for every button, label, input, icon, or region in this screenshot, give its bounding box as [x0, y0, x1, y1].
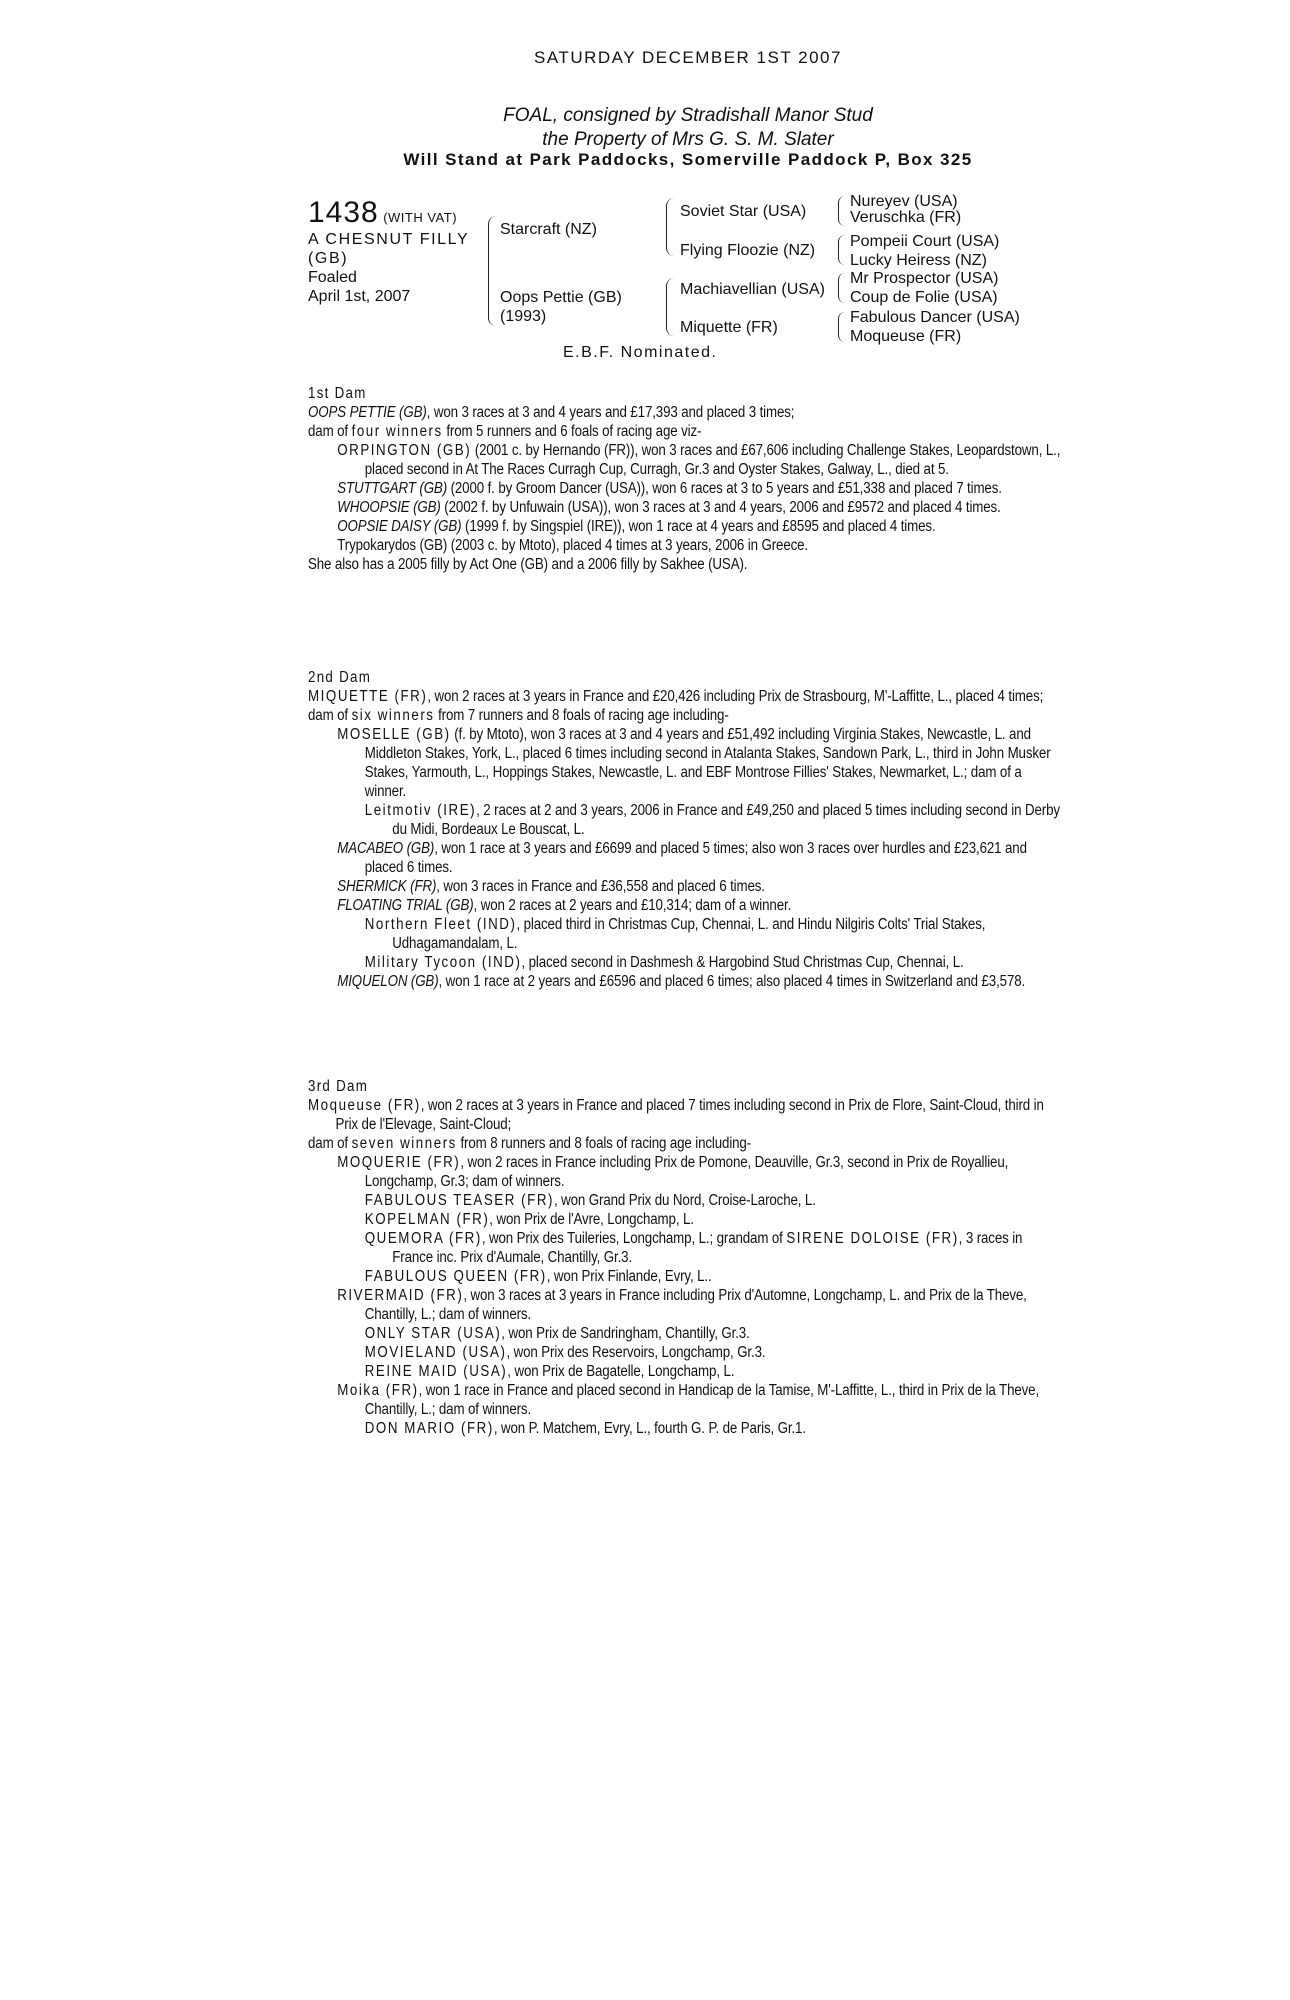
third-dam-section: [308, 1077, 1065, 1438]
brace-gen2-bottom: [666, 278, 674, 336]
third-dam-heading: 3rd Dam: [308, 1078, 369, 1095]
pedigree-ddd: Moqueuse (FR): [850, 328, 962, 345]
consignor-line: FOAL, consigned by Stradishall Manor Stud: [503, 105, 873, 126]
progeny-subitem: QUEMORA (FR), won Prix des Tuileries, Longchamp, L.; grandam of SIRENE DOLOISE (FR), 3 races in France inc. Prix d'Aumale, Chantilly, Gr.3.: [364, 1230, 1023, 1266]
sale-date: SATURDAY DECEMBER 1ST 2007: [534, 48, 842, 67]
brace-gen3-4: [838, 312, 845, 342]
third-dam-record: Moqueuse (FR), won 2 races at 3 years in France and placed 7 times including second in Prix de Flore, Saint-Cloud, third in Prix de l'Elevage, Saint-Cloud;: [308, 1097, 1044, 1133]
second-dam-heading: 2nd Dam: [308, 669, 372, 686]
second-dam-record: MIQUETTE (FR), won 2 races at 3 years in France and £20,426 including Prix de Strasbourg, M'-Laffitte, L., placed 4 times;: [308, 688, 1044, 705]
brace-gen3-1: [838, 196, 845, 226]
progeny-item: Moika (FR), won 1 race in France and placed second in Handicap de la Tamise, M'-Laffitte, L., third in Prix de la Theve, Chantilly, L.; dam of winners.: [337, 1382, 1040, 1418]
progeny-item: MOQUERIE (FR), won 2 races in France including Prix de Pomone, Deauville, Gr.3, second in Prix de Royallieu, Longchamp, Gr.3; dam of winners.: [337, 1154, 1009, 1190]
horse-country: (GB): [308, 250, 349, 267]
progeny-item: STUTTGART (GB) (2000 f. by Groom Dancer (USA)), won 6 races at 3 to 5 years and £51,338 and placed 7 times.: [337, 480, 1002, 497]
pedigree-ssd: Veruschka (FR): [850, 209, 962, 226]
second-dam-section: [308, 668, 1065, 991]
progeny-subitem: REINE MAID (USA), won Prix de Bagatelle, Longchamp, L.: [364, 1363, 735, 1380]
horse-sex-colour: A CHESNUT FILLY: [308, 231, 470, 248]
progeny-item: Trypokarydos (GB) (2003 c. by Mtoto), placed 4 times at 3 years, 2006 in Greece.: [337, 537, 809, 554]
progeny-item: MOSELLE (GB) (f. by Mtoto), won 3 races at 3 and 4 years and £51,492 including Virginia Stakes, Newcastle, L. and Middleton Stakes, York, L., placed 6 times including second in Atalanta Stakes, Sandown Park, L., third in John Musker Stakes, Yarmouth, L., Hoppings Stakes, Newcastle, L. and EBF Montrose Fillies' Stakes, Newmarket, L.; dam of a winner.: [337, 726, 1051, 800]
vat-label: (WITH VAT): [383, 210, 458, 225]
brace-gen3-2: [838, 235, 845, 265]
progeny-item: OOPSIE DAISY (GB) (1999 f. by Singspiel (IRE)), won 1 race at 4 years and £8595 and placed 4 times.: [337, 518, 936, 535]
pedigree-dam: Oops Pettie (GB): [500, 289, 622, 306]
lot-number-value: 1438: [308, 196, 379, 229]
pedigree-sire-sire: Soviet Star (USA): [680, 203, 807, 220]
consignor-block: [308, 104, 1068, 152]
pedigree-sdd: Lucky Heiress (NZ): [850, 252, 987, 269]
pedigree-dsd: Coup de Folie (USA): [850, 289, 998, 306]
first-dam-section: [308, 384, 1065, 574]
progeny-item: MACABEO (GB), won 1 race at 3 years and £6699 and placed 5 times; also won 3 races over hurdles and £23,621 and placed 6 times.: [337, 840, 1027, 876]
brace-gen2-top: [666, 198, 674, 256]
second-dam-produce-summary: dam of six winners from 7 runners and 8 foals of racing age including-: [308, 707, 729, 724]
progeny-subitem: Military Tycoon (IND), placed second in Dashmesh & Hargobind Stud Christmas Cup, Chennai, L.: [364, 954, 964, 971]
first-dam-heading: 1st Dam: [308, 385, 367, 402]
third-dam-produce-summary: dam of seven winners from 8 runners and 8 foals of racing age including-: [308, 1135, 752, 1152]
stand-location: Will Stand at Park Paddocks, Somerville Paddock P, Box 325: [403, 150, 973, 169]
progeny-subitem: MOVIELAND (USA), won Prix des Reservoirs, Longchamp, Gr.3.: [364, 1344, 766, 1361]
progeny-subitem: ONLY STAR (USA), won Prix de Sandringham, Chantilly, Gr.3.: [364, 1325, 750, 1342]
progeny-subitem: DON MARIO (FR), won P. Matchem, Evry, L., fourth G. P. de Paris, Gr.1.: [364, 1420, 806, 1437]
pedigree-dam-sire: Machiavellian (USA): [680, 281, 825, 298]
progeny-item: WHOOPSIE (GB) (2002 f. by Unfuwain (USA)), won 3 races at 3 and 4 years, 2006 and £9572 and placed 4 times.: [337, 499, 1001, 516]
horse-description: [308, 230, 478, 306]
pedigree-dam-dam: Miquette (FR): [680, 319, 778, 336]
progeny-subitem: KOPELMAN (FR), won Prix de l'Avre, Longchamp, L.: [364, 1211, 694, 1228]
property-line: the Property of Mrs G. S. M. Slater: [542, 129, 834, 150]
progeny-item: RIVERMAID (FR), won 3 races at 3 years in France including Prix d'Automne, Longchamp, L. and Prix de la Theve, Chantilly, L.; dam of winners.: [337, 1287, 1027, 1323]
ebf-nominated: E.B.F. Nominated.: [563, 344, 718, 361]
first-dam-record: OOPS PETTIE (GB), won 3 races at 3 and 4 years and £17,393 and placed 3 times;: [308, 404, 795, 421]
brace-gen3-3: [838, 273, 845, 303]
brace-gen1: [488, 216, 497, 326]
pedigree-sss: Nureyev (USA): [850, 193, 958, 210]
progeny-item: ORPINGTON (GB) (2001 c. by Hernando (FR)), won 3 races and £67,606 including Challenge Stakes, Leopardstown, L., placed second in At The Races Curragh Cup, Curragh, Gr.3 and Oyster Stakes, Galway, L., died at 5.: [337, 442, 1061, 478]
progeny-subitem: FABULOUS TEASER (FR), won Grand Prix du Nord, Croise-Laroche, L.: [364, 1192, 816, 1209]
first-dam-produce-summary: dam of four winners from 5 runners and 6 foals of racing age viz-: [308, 423, 702, 440]
progeny-subitem: Northern Fleet (IND), placed third in Christmas Cup, Chennai, L. and Hindu Nilgiris Colts' Trial Stakes, Udhagamandalam, L.: [364, 916, 986, 952]
progeny-subitem: FABULOUS QUEEN (FR), won Prix Finlande, Evry, L..: [364, 1268, 712, 1285]
pedigree-sds: Pompeii Court (USA): [850, 233, 1000, 250]
foaled-date: April 1st, 2007: [308, 288, 411, 305]
pedigree-dds: Fabulous Dancer (USA): [850, 309, 1020, 326]
pedigree-sire: Starcraft (NZ): [500, 221, 597, 238]
progeny-note: She also has a 2005 filly by Act One (GB) and a 2006 filly by Sakhee (USA).: [308, 556, 748, 573]
progeny-item: SHERMICK (FR), won 3 races in France and £36,558 and placed 6 times.: [337, 878, 765, 895]
foaled-label: Foaled: [308, 269, 357, 286]
pedigree-dss: Mr Prospector (USA): [850, 270, 999, 287]
progeny-item: MIQUELON (GB), won 1 race at 2 years and £6596 and placed 6 times; also placed 4 times in Switzerland and £3,578.: [337, 973, 1026, 990]
progeny-subitem: Leitmotiv (IRE), 2 races at 2 and 3 years, 2006 in France and £49,250 and placed 5 times including second in Derby du Midi, Bordeaux Le Bouscat, L.: [364, 802, 1060, 838]
lot-number: [308, 196, 457, 230]
pedigree-sire-dam: Flying Floozie (NZ): [680, 242, 816, 259]
progeny-item: FLOATING TRIAL (GB), won 2 races at 2 years and £10,314; dam of a winner.: [337, 897, 792, 914]
pedigree-dam-year: (1993): [500, 308, 547, 325]
